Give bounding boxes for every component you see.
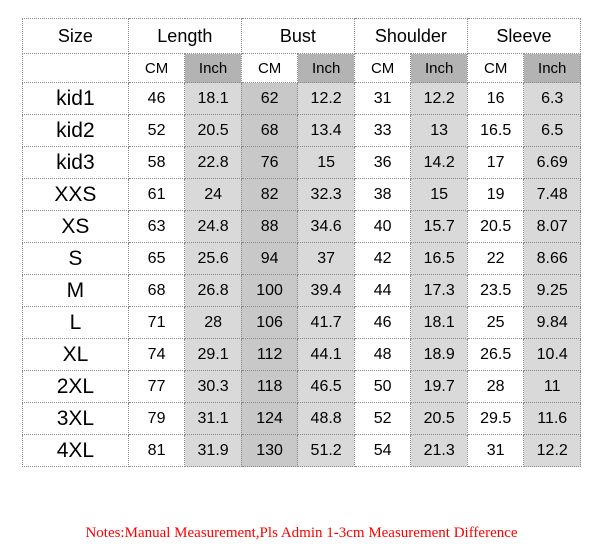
cell-sleeve-cm: 22 [467,243,524,275]
cell-bust-cm: 112 [241,339,298,371]
cell-length-cm: 68 [128,275,185,307]
cell-shoulder-cm: 52 [354,403,411,435]
cell-sleeve-cm: 31 [467,435,524,467]
row-size-label: kid1 [23,83,129,115]
cell-length-cm: 63 [128,211,185,243]
cell-bust-inch: 51.2 [298,435,355,467]
cell-shoulder-inch: 15 [411,179,468,211]
cell-length-inch: 20.5 [185,115,242,147]
unit-length-cm: CM [128,54,185,83]
cell-shoulder-inch: 21.3 [411,435,468,467]
row-size-label: S [23,243,129,275]
cell-sleeve-inch: 11 [524,371,581,403]
cell-bust-inch: 34.6 [298,211,355,243]
cell-length-inch: 26.8 [185,275,242,307]
cell-bust-cm: 76 [241,147,298,179]
cell-length-inch: 30.3 [185,371,242,403]
table-row [23,83,581,115]
cell-length-cm: 52 [128,115,185,147]
cell-shoulder-cm: 36 [354,147,411,179]
cell-shoulder-inch: 18.9 [411,339,468,371]
cell-length-inch: 18.1 [185,83,242,115]
cell-bust-inch: 15 [298,147,355,179]
header-row-groups [23,19,581,54]
cell-sleeve-inch: 10.4 [524,339,581,371]
cell-sleeve-cm: 16.5 [467,115,524,147]
cell-sleeve-cm: 26.5 [467,339,524,371]
row-size-label: kid2 [23,115,129,147]
cell-bust-inch: 37 [298,243,355,275]
cell-sleeve-inch: 6.3 [524,83,581,115]
cell-length-inch: 28 [185,307,242,339]
cell-length-cm: 81 [128,435,185,467]
cell-shoulder-inch: 20.5 [411,403,468,435]
cell-sleeve-inch: 6.5 [524,115,581,147]
cell-bust-inch: 12.2 [298,83,355,115]
cell-bust-inch: 48.8 [298,403,355,435]
row-size-label: 3XL [23,403,129,435]
header-row-units [23,54,581,83]
table-row [23,307,581,339]
unit-spacer [23,54,129,83]
cell-sleeve-inch: 9.25 [524,275,581,307]
cell-shoulder-cm: 42 [354,243,411,275]
cell-shoulder-cm: 46 [354,307,411,339]
table-body [23,83,581,467]
unit-sleeve-cm: CM [467,54,524,83]
cell-bust-cm: 106 [241,307,298,339]
cell-shoulder-cm: 44 [354,275,411,307]
cell-bust-inch: 41.7 [298,307,355,339]
cell-bust-cm: 118 [241,371,298,403]
row-size-label: kid3 [23,147,129,179]
cell-shoulder-cm: 48 [354,339,411,371]
cell-length-cm: 58 [128,147,185,179]
cell-shoulder-inch: 16.5 [411,243,468,275]
cell-shoulder-inch: 12.2 [411,83,468,115]
header-group-length: Length [128,19,241,54]
cell-shoulder-inch: 17.3 [411,275,468,307]
cell-length-cm: 79 [128,403,185,435]
table-head [23,19,581,83]
cell-bust-cm: 68 [241,115,298,147]
cell-sleeve-cm: 19 [467,179,524,211]
cell-length-inch: 24.8 [185,211,242,243]
table-row [23,403,581,435]
cell-shoulder-cm: 33 [354,115,411,147]
cell-length-cm: 74 [128,339,185,371]
unit-sleeve-inch: Inch [524,54,581,83]
cell-shoulder-cm: 40 [354,211,411,243]
header-group-shoulder: Shoulder [354,19,467,54]
cell-shoulder-inch: 15.7 [411,211,468,243]
cell-sleeve-cm: 23.5 [467,275,524,307]
table-row [23,435,581,467]
header-size: Size [23,19,129,54]
unit-shoulder-inch: Inch [411,54,468,83]
cell-length-inch: 25.6 [185,243,242,275]
cell-bust-inch: 32.3 [298,179,355,211]
cell-length-inch: 31.1 [185,403,242,435]
table-row [23,179,581,211]
cell-shoulder-cm: 31 [354,83,411,115]
table-row [23,371,581,403]
cell-bust-inch: 13.4 [298,115,355,147]
cell-bust-cm: 94 [241,243,298,275]
cell-length-inch: 31.9 [185,435,242,467]
table-row [23,115,581,147]
cell-sleeve-inch: 7.48 [524,179,581,211]
cell-shoulder-inch: 13 [411,115,468,147]
row-size-label: M [23,275,129,307]
cell-shoulder-cm: 54 [354,435,411,467]
row-size-label: 4XL [23,435,129,467]
cell-sleeve-cm: 25 [467,307,524,339]
cell-bust-inch: 44.1 [298,339,355,371]
cell-bust-cm: 82 [241,179,298,211]
cell-shoulder-inch: 14.2 [411,147,468,179]
unit-bust-inch: Inch [298,54,355,83]
size-chart-table [22,18,581,467]
cell-bust-inch: 39.4 [298,275,355,307]
table-row [23,211,581,243]
row-size-label: XL [23,339,129,371]
unit-bust-cm: CM [241,54,298,83]
header-group-sleeve: Sleeve [467,19,580,54]
cell-sleeve-inch: 11.6 [524,403,581,435]
cell-shoulder-inch: 18.1 [411,307,468,339]
cell-sleeve-cm: 17 [467,147,524,179]
cell-sleeve-inch: 12.2 [524,435,581,467]
cell-sleeve-inch: 8.07 [524,211,581,243]
table-row [23,275,581,307]
cell-length-cm: 65 [128,243,185,275]
cell-length-cm: 71 [128,307,185,339]
row-size-label: 2XL [23,371,129,403]
cell-shoulder-inch: 19.7 [411,371,468,403]
measurement-note: Notes:Manual Measurement,Pls Admin 1-3cm Measurement Difference [85,525,518,541]
table-row [23,147,581,179]
cell-sleeve-inch: 8.66 [524,243,581,275]
cell-sleeve-cm: 29.5 [467,403,524,435]
cell-length-inch: 22.8 [185,147,242,179]
cell-length-cm: 77 [128,371,185,403]
table-row [23,339,581,371]
cell-bust-cm: 100 [241,275,298,307]
table-row [23,243,581,275]
cell-bust-cm: 130 [241,435,298,467]
row-size-label: XS [23,211,129,243]
cell-length-inch: 29.1 [185,339,242,371]
cell-sleeve-inch: 9.84 [524,307,581,339]
cell-bust-cm: 88 [241,211,298,243]
cell-bust-cm: 62 [241,83,298,115]
unit-length-inch: Inch [185,54,242,83]
cell-sleeve-cm: 28 [467,371,524,403]
row-size-label: L [23,307,129,339]
cell-shoulder-cm: 38 [354,179,411,211]
cell-sleeve-cm: 20.5 [467,211,524,243]
cell-sleeve-inch: 6.69 [524,147,581,179]
cell-length-cm: 46 [128,83,185,115]
cell-bust-cm: 124 [241,403,298,435]
cell-length-inch: 24 [185,179,242,211]
cell-shoulder-cm: 50 [354,371,411,403]
cell-bust-inch: 46.5 [298,371,355,403]
row-size-label: XXS [23,179,129,211]
cell-sleeve-cm: 16 [467,83,524,115]
cell-length-cm: 61 [128,179,185,211]
unit-shoulder-cm: CM [354,54,411,83]
header-group-bust: Bust [241,19,354,54]
